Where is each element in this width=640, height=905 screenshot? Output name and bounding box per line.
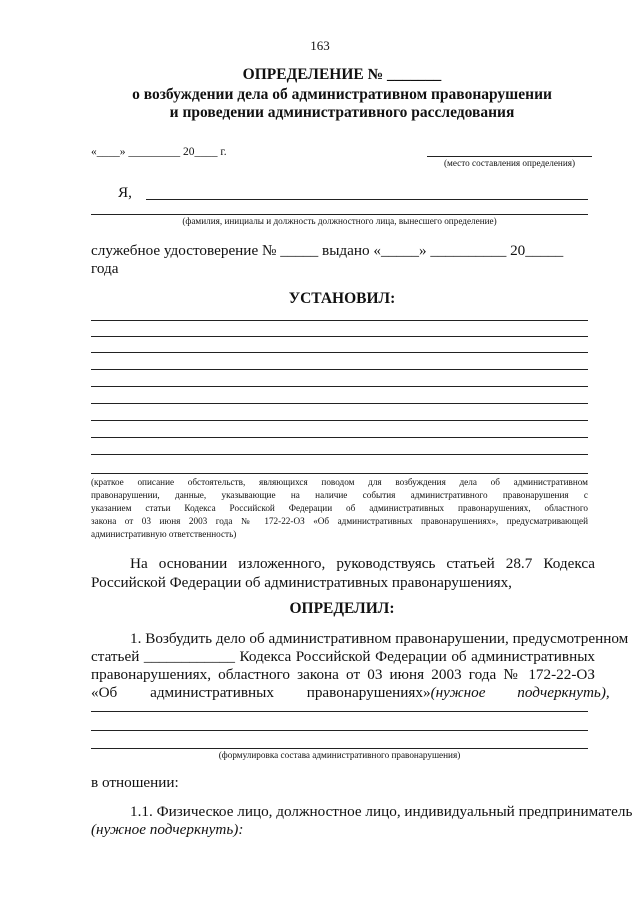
page-number: 163 <box>310 38 330 53</box>
official-position-underline <box>91 214 588 215</box>
ustanovil-blank-line <box>91 386 588 387</box>
opredelil-heading: ОПРЕДЕЛИЛ: <box>289 600 395 617</box>
ustanovil-heading: УСТАНОВИЛ: <box>288 290 396 307</box>
document-title: ОПРЕДЕЛЕНИЕ № _______ <box>242 66 442 83</box>
item1-line-2: статьей ____________ Кодекса Российской Федерации об административных <box>91 648 595 665</box>
ustanovil-blank-line <box>91 403 588 404</box>
place-caption: (место составления определения) <box>443 158 576 168</box>
formulation-blank-line <box>91 730 588 731</box>
certificate-line: служебное удостоверение № _____ выдано «_____» __________ 20_____ <box>91 242 564 259</box>
basis-line-2: Российской Федерации об административных правонарушениях, <box>91 574 512 591</box>
ustanovil-blank-line <box>91 454 588 455</box>
item1-line-1: 1. Возбудить дело об административном правонарушении, предусмотренном <box>130 630 629 647</box>
in-relation-label: в отношении: <box>91 774 179 791</box>
ustanovil-blank-line <box>91 420 588 421</box>
ustanovil-caption-line: (краткое описание обстоятельств, являющихся поводом для возбуждения дела об административном <box>91 477 588 487</box>
ustanovil-blank-line <box>91 336 588 337</box>
document-subtitle-1: о возбуждении дела об административном правонарушении <box>132 86 552 103</box>
item1-line-3: правонарушениях, областного закона от 03 июня 2003 года № 172-22-ОЗ <box>91 666 595 683</box>
ya-label: Я, <box>118 184 132 201</box>
ustanovil-caption-line: закона от 03 июня 2003 года № 172-22-ОЗ «Об административных правонарушениях», предусматривающей <box>91 516 588 526</box>
formulation-blank-line <box>91 748 588 749</box>
ustanovil-caption-line: административную ответственность) <box>91 529 237 539</box>
formulation-caption: (формулировка состава административного правонарушения) <box>218 750 461 760</box>
law-name-text: «Об административных правонарушениях» <box>91 684 431 701</box>
place-underline <box>427 156 592 157</box>
item1-line-4 <box>91 684 610 702</box>
item11-hint: (нужное подчеркнуть): <box>91 821 244 838</box>
ustanovil-blank-line <box>91 320 588 321</box>
ustanovil-blank-line <box>91 369 588 370</box>
basis-line-1: На основании изложенного, руководствуясь статьей 28.7 Кодекса <box>130 555 595 572</box>
document-subtitle-2: и проведении административного расследования <box>169 104 515 121</box>
certificate-year-word: года <box>91 260 119 277</box>
ustanovil-blank-line <box>91 437 588 438</box>
ustanovil-blank-line <box>91 473 588 474</box>
ustanovil-caption-line: правонарушении, данные, указывающие на наличие события административного правонарушения с <box>91 490 588 500</box>
item11-line: 1.1. Физическое лицо, должностное лицо, индивидуальный предприниматель <box>130 803 633 820</box>
underline-hint-text: (нужное подчеркнуть), <box>430 684 610 701</box>
official-caption: (фамилия, инициалы и должность должностного лица, вынесшего определение) <box>182 216 497 226</box>
ustanovil-blank-line <box>91 352 588 353</box>
formulation-blank-line <box>91 711 588 712</box>
official-name-underline <box>146 199 588 200</box>
ustanovil-caption-line: указанием статьи Кодекса Российской Федерации об административных правонарушениях, областного <box>91 503 588 513</box>
date-line: «____» _________ 20____ г. <box>91 146 227 158</box>
